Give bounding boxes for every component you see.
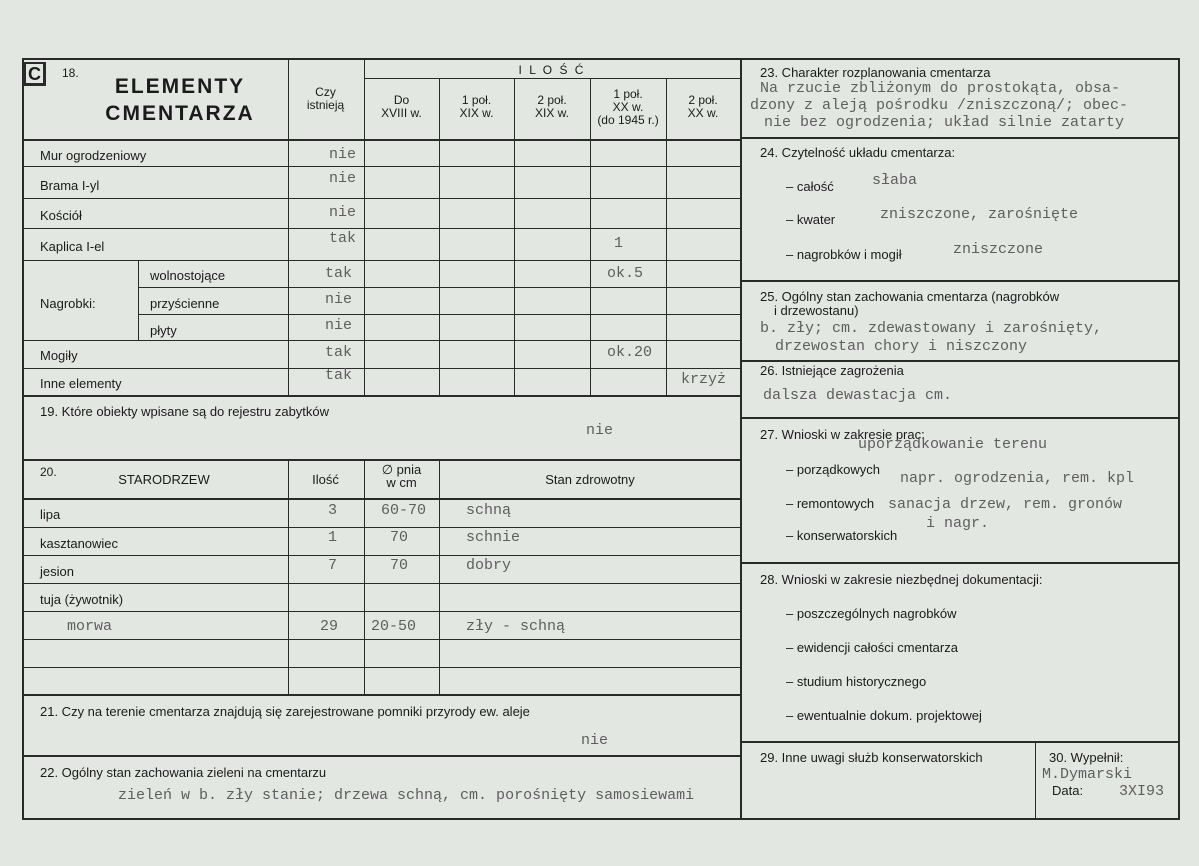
s25-label-line2: i drzewostanu) — [774, 303, 859, 318]
period-2-line1: 1 poł. — [461, 93, 492, 107]
s23-line3: nie bez ogrodzenia; układ silnie zatarty — [764, 114, 1125, 131]
tree-4-name: tuja (żywotnik) — [40, 592, 124, 607]
period-4-header — [590, 88, 666, 127]
s27-typed-2: napr. ogrodzenia, rem. kpl — [900, 470, 1135, 487]
s23-line2: dzony z aleją pośrodku /zniszczoną/; obec- — [750, 97, 1129, 114]
s20-col-pnia — [364, 463, 439, 489]
s30-date-label: Data: — [1052, 783, 1084, 798]
mur-exists-value: nie — [329, 146, 357, 163]
wolno-period4-value: ok.5 — [607, 265, 644, 282]
s22-answer: zieleń w b. zły stanie; drzewa schną, cm. porośnięty samosiewami — [118, 787, 695, 804]
tree-5-state: zły - schną — [466, 618, 566, 635]
s30-date: 3XI93 — [1119, 783, 1165, 800]
s18-title-line2: CMENTARZA — [105, 102, 255, 125]
s20-col-stan: Stan zdrowotny — [545, 472, 635, 487]
tree-3-name: jesion — [40, 564, 74, 579]
row-wolno-label: wolnostojące — [150, 268, 226, 283]
col-exists-header — [288, 86, 363, 112]
tree-3-diam: 70 — [390, 557, 409, 574]
s26-answer: dalsza dewastacja cm. — [763, 387, 953, 404]
row-nagrobki-label: Nagrobki: — [40, 296, 96, 311]
row-przysc-label: przyścienne — [150, 296, 220, 311]
s20-col-pnia-line2: w cm — [386, 475, 417, 490]
kaplica-period4-value: 1 — [614, 235, 624, 252]
s22-label: 22. Ogólny stan zachowania zieleni na cmentarzu — [40, 765, 327, 780]
plyty-exists-value: nie — [325, 317, 353, 334]
s24-item-2-value: zniszczone, zarośnięte — [880, 206, 1079, 223]
tree-1-count: 3 — [328, 502, 338, 519]
row-plyty-label: płyty — [150, 323, 177, 338]
s28-item-4: – ewentualnie dokum. projektowej — [786, 708, 982, 723]
s19-label: 19. Które obiekty wpisane są do rejestru zabytków — [40, 404, 330, 419]
period-5-line2: XX w. — [687, 106, 719, 120]
col-ilosc-header: I L O Ś Ć — [518, 63, 586, 77]
row-kosciol-label: Kościół — [40, 208, 82, 223]
tree-2-diam: 70 — [390, 529, 409, 546]
s25-label-line1: 25. Ogólny stan zachowania cmentarza (nagrobków — [760, 289, 1060, 304]
mogily-exists-value: tak — [325, 344, 353, 361]
s24-item-1-value: słaba — [872, 172, 918, 189]
tree-3-state: dobry — [466, 557, 512, 574]
period-4-line3: (do 1945 r.) — [597, 113, 659, 127]
s23-label: 23. Charakter rozplanowania cmentarza — [760, 65, 991, 80]
s24-item-3-value: zniszczone — [953, 241, 1044, 258]
kaplica-exists-value: tak — [329, 230, 357, 247]
s27-item-1: – porządkowych — [786, 462, 880, 477]
period-4-line1: 1 poł. — [613, 87, 643, 101]
kosciol-exists-value: nie — [329, 204, 357, 221]
tree-5-count: 29 — [320, 618, 339, 635]
col-exists-line2: istnieją — [306, 98, 345, 112]
tree-2-state: schnie — [466, 529, 521, 546]
s20-col-ilosc: Ilość — [312, 472, 339, 487]
s18-number: 18. — [62, 66, 79, 80]
section-letter: C — [28, 64, 41, 84]
s24-label: 24. Czytelność układu cmentarza: — [760, 145, 956, 160]
tree-2-name: kasztanowiec — [40, 536, 119, 551]
tree-1-name: lipa — [40, 507, 61, 522]
s21-answer: nie — [581, 732, 609, 749]
period-2-line2: XIX w. — [459, 106, 494, 120]
period-2-header — [439, 94, 514, 120]
period-1-header — [364, 94, 439, 120]
row-brama-label: Brama I-yl — [40, 178, 100, 193]
tree-1-state: schną — [466, 502, 512, 519]
tree-2-count: 1 — [328, 529, 338, 546]
inne-exists-value: tak — [325, 367, 353, 384]
period-3-line2: XIX w. — [534, 106, 569, 120]
s27-item-3: – konserwatorskich — [786, 528, 898, 543]
tree-1-diam: 60-70 — [381, 502, 427, 519]
wolno-exists-value: tak — [325, 265, 353, 282]
s20-title: STARODRZEW — [118, 472, 210, 487]
row-inne-label: Inne elementy — [40, 376, 122, 391]
s28-item-2: – ewidencji całości cmentarza — [786, 640, 958, 655]
s27-typed-1: uporządkowanie terenu — [858, 436, 1048, 453]
s25-line1: b. zły; cm. zdewastowany i zarośnięty, — [760, 320, 1103, 337]
s30-name: M.Dymarski — [1042, 766, 1133, 783]
s27-typed-4: i nagr. — [926, 515, 990, 532]
s24-item-2-label: – kwater — [786, 212, 836, 227]
tree-3-count: 7 — [328, 557, 338, 574]
s23-line1: Na rzucie zbliżonym do prostokąta, obsa- — [760, 80, 1121, 97]
s26-label: 26. Istniejące zagrożenia — [760, 363, 904, 378]
period-3-line1: 2 poł. — [537, 93, 567, 107]
s27-typed-3: sanacja drzew, rem. gronów — [888, 496, 1123, 513]
period-1-line1: Do — [393, 93, 410, 107]
tree-5-diam: 20-50 — [371, 618, 417, 635]
s30-label: 30. Wypełnił: — [1049, 750, 1124, 765]
mogily-period4-value: ok.20 — [607, 344, 653, 361]
s28-item-3: – studium historycznego — [786, 674, 927, 689]
s29-label: 29. Inne uwagi służb konserwatorskich — [760, 750, 983, 765]
s19-answer: nie — [586, 422, 614, 439]
s28-item-1: – poszczególnych nagrobków — [786, 606, 957, 621]
s25-line2: drzewostan chory i niszczony — [775, 338, 1028, 355]
row-mur-label: Mur ogrodzeniowy — [40, 148, 147, 163]
row-kaplica-label: Kaplica I-el — [40, 239, 105, 254]
col-exists-line1: Czy — [315, 85, 336, 99]
s28-label: 28. Wnioski w zakresie niezbędnej dokumentacji: — [760, 572, 1043, 587]
przysc-exists-value: nie — [325, 291, 353, 308]
s24-item-3-label: – nagrobków i mogił — [786, 247, 902, 262]
period-5-line1: 2 poł. — [688, 93, 718, 107]
s18-title-line1: ELEMENTY — [114, 75, 246, 98]
s21-label: 21. Czy na terenie cmentarza znajdują się zarejestrowane pomniki przyrody ew. aleje — [40, 704, 530, 719]
period-5-header — [666, 94, 740, 120]
tree-5-name: morwa — [67, 618, 113, 635]
s24-item-1-label: – całość — [786, 179, 834, 194]
period-1-line2: XVIII w. — [381, 106, 422, 120]
s27-label: 27. Wnioski w zakresie prac: — [760, 427, 925, 442]
period-3-header — [514, 94, 590, 120]
row-mogily-label: Mogiły — [40, 348, 78, 363]
period-4-line2: XX w. — [612, 100, 644, 114]
s27-item-2: – remontowych — [786, 496, 875, 511]
s20-number: 20. — [40, 465, 57, 479]
inne-period5-value: krzyż — [681, 371, 727, 388]
s20-col-pnia-line1: ∅ pnia — [381, 462, 422, 477]
brama-exists-value: nie — [329, 170, 357, 187]
section-letter-box — [24, 62, 46, 86]
